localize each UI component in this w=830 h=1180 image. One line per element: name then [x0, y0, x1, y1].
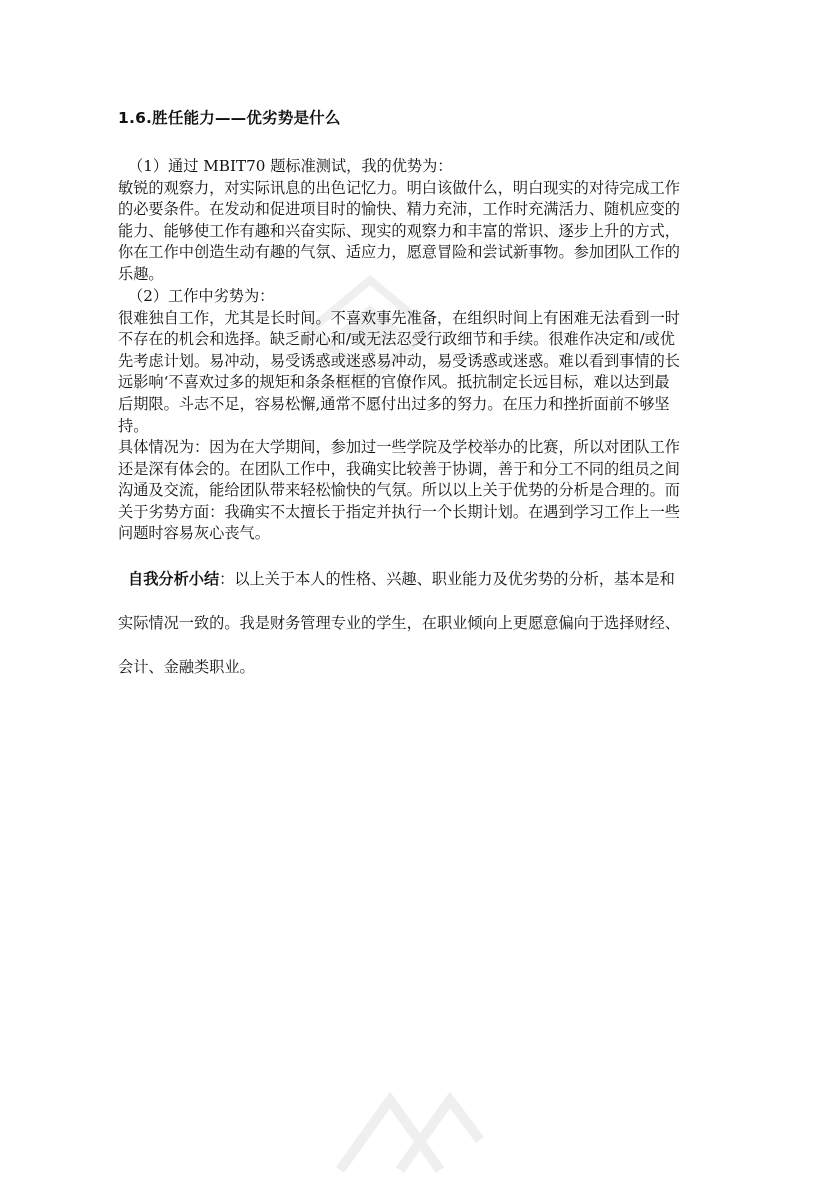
paragraph-line: 具体情况为：因为在大学期间，参加过一些学院及学校举办的比赛，所以对团队工作 [118, 438, 680, 456]
paragraph-line: 还是深有体会的。在团队工作中，我确实比较善于协调，善于和分工不同的组员之间 [118, 459, 680, 478]
paragraph-line: 不存在的机会和选择。缺乏耐心和/或无法忍受行政细节和手续。很难作决定和/或优 [118, 330, 675, 349]
weaknesses-section [118, 286, 718, 437]
paragraph-line: 的必要条件。在发动和促进项目时的愉快、精力充沛，工作时充满活力、随机应变的 [118, 200, 680, 219]
paragraph-line: 沟通及交流，能给团队带来轻松愉快的气氛。所以以上关于优势的分析是合理的。而 [118, 481, 680, 500]
paragraph-line: 很难独自工作，尤其是长时间。不喜欢事先准备，在组织时间上有困难无法看到一时 [118, 308, 680, 327]
summary-line: 会计、金融类职业。 [118, 658, 255, 676]
paragraph-line: 乐趣。 [118, 264, 164, 283]
paragraph-line: 后期限。斗志不足，容易松懈,通常不愿付出过多的努力。在压力和挫折面前不够坚 [118, 394, 670, 413]
paragraph-line: 问题时容易灰心丧气。 [118, 524, 270, 543]
summary-line: 实际情况一致的。我是财务管理专业的学生，在职业倾向上更愿意偏向于选择财经、 [118, 614, 680, 632]
paragraph-line: 持。 [118, 416, 149, 435]
paragraph-line: 关于劣势方面：我确实不太擅长于指定并执行一个长期计划。在遇到学习工作上一些 [118, 502, 680, 521]
watermark-logo [330, 1080, 490, 1180]
summary-text: ：以上关于本人的性格、兴趣、职业能力及优劣势的分析，基本是和 [219, 570, 675, 588]
details-section [118, 437, 718, 545]
weaknesses-title: （2）工作中劣势为： [128, 287, 275, 305]
summary-section [118, 568, 728, 700]
section-heading: 1.6.胜任能力——优劣势是什么 [118, 109, 341, 127]
paragraph-line: 先考虑计划。易冲动，易受诱惑或迷惑易冲动，易受诱惑或迷惑。难以看到事情的长 [118, 351, 680, 370]
strengths-title: （1）通过 MBIT70 题标准测试，我的优势为： [128, 157, 453, 175]
paragraph-line: 远影响‘不喜欢过多的规矩和条条框框的官僚作风。抵抗制定长远目标，难以达到最 [118, 373, 670, 392]
paragraph-line: 敏锐的观察力，对实际讯息的出色记忆力。明白该做什么，明白现实的对待完成工作 [118, 178, 680, 197]
summary-line [118, 568, 728, 590]
paragraph-line: 你在工作中创造生动有趣的气氛、适应力，愿意冒险和尝试新事物。参加团队工作的 [118, 243, 680, 262]
strengths-section [118, 156, 718, 286]
summary-label: 自我分析小结 [128, 570, 220, 588]
paragraph-line: 能力、能够使工作有趣和兴奋实际、现实的观察力和丰富的常识、逐步上升的方式， [118, 221, 680, 240]
